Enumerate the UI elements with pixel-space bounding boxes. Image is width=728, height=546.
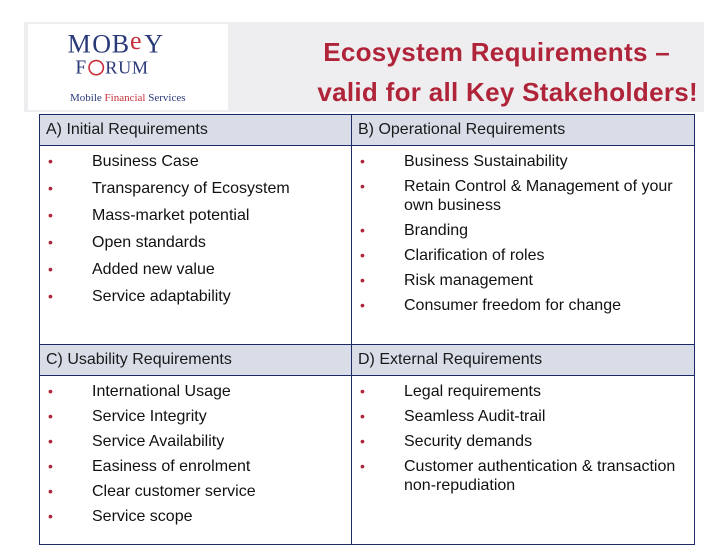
list-item xyxy=(48,179,347,198)
svg-text:F: F xyxy=(75,57,87,79)
bullet-icon: • xyxy=(360,458,365,474)
list-item-text: Service adaptability xyxy=(92,288,231,305)
list-item xyxy=(48,287,347,306)
svg-text:M: M xyxy=(67,29,92,59)
bullet-icon: • xyxy=(48,153,53,169)
section-b-body xyxy=(352,146,695,345)
bullet-icon: • xyxy=(48,483,53,499)
list-item xyxy=(360,296,690,315)
list-item-text: Service scope xyxy=(92,508,193,525)
list-item xyxy=(360,246,690,265)
list-item-text: Business Case xyxy=(92,153,199,170)
requirements-grid xyxy=(39,114,695,545)
bullet-icon: • xyxy=(360,153,365,169)
list-item xyxy=(48,152,347,171)
bullet-list xyxy=(352,376,694,495)
list-item-text: International Usage xyxy=(92,383,231,400)
list-item xyxy=(48,432,347,451)
list-item-text: Open standards xyxy=(92,234,206,251)
list-item xyxy=(360,271,690,290)
bullet-icon: • xyxy=(48,433,53,449)
section-a-body xyxy=(40,146,352,345)
bullet-icon: • xyxy=(48,180,53,196)
bullet-icon: • xyxy=(48,458,53,474)
list-item-text: Business Sustainability xyxy=(404,153,568,170)
list-item xyxy=(48,260,347,279)
list-item-text: Branding xyxy=(404,222,469,239)
bullet-icon: • xyxy=(48,508,53,524)
list-item xyxy=(48,482,347,501)
bullet-icon: • xyxy=(48,383,53,399)
list-item xyxy=(360,432,690,451)
bullet-icon: • xyxy=(48,207,53,223)
bullet-icon: • xyxy=(360,408,365,424)
title-line-2: valid for all Key Stakeholders! xyxy=(317,77,698,107)
bullet-icon: • xyxy=(360,247,365,263)
bullet-icon: • xyxy=(48,234,53,250)
bullet-icon: • xyxy=(360,222,365,238)
list-item-text: Risk management xyxy=(404,272,533,289)
svg-text:RUM: RUM xyxy=(105,57,149,78)
list-item xyxy=(360,177,690,215)
mobey-forum-wordmark xyxy=(32,28,228,80)
bullet-icon: • xyxy=(48,288,53,304)
logo-tagline: Mobile Financial Services xyxy=(70,92,186,104)
bullet-list xyxy=(40,376,351,526)
list-item xyxy=(48,507,347,526)
list-item-text: Transparency of Ecosystem xyxy=(92,180,290,197)
list-item-text: Clarification of roles xyxy=(404,247,545,264)
list-item-text: Easiness of enrolment xyxy=(92,458,251,475)
bullet-icon: • xyxy=(360,178,365,194)
list-item xyxy=(360,152,690,171)
svg-text:e: e xyxy=(130,28,142,55)
list-item-text: Legal requirements xyxy=(404,383,541,400)
section-c-heading: C) Usability Requirements xyxy=(40,345,352,376)
list-item-text: Retain Control & Management of your own business xyxy=(404,178,673,214)
list-item-text: Consumer freedom for change xyxy=(404,297,621,314)
bullet-icon: • xyxy=(360,272,365,288)
bullet-list xyxy=(352,146,694,315)
section-c-body xyxy=(40,376,352,545)
section-a-heading: A) Initial Requirements xyxy=(40,115,352,146)
list-item xyxy=(360,382,690,401)
list-item-text: Clear customer service xyxy=(92,483,256,500)
mobey-forum-logo xyxy=(28,24,228,110)
list-item-text: Added new value xyxy=(92,261,215,278)
bullet-list xyxy=(40,146,351,306)
bullet-icon: • xyxy=(360,433,365,449)
list-item xyxy=(360,457,690,495)
bullet-icon: • xyxy=(48,261,53,277)
svg-text:B: B xyxy=(111,29,130,59)
bullet-icon: • xyxy=(360,297,365,313)
list-item xyxy=(360,221,690,240)
list-item xyxy=(48,457,347,476)
svg-text:O: O xyxy=(92,29,112,59)
list-item xyxy=(48,407,347,426)
list-item-text: Service Availability xyxy=(92,433,225,450)
section-d-heading: D) External Requirements xyxy=(352,345,695,376)
list-item xyxy=(48,206,347,225)
list-item-text: Customer authentication & transaction non-repudiation xyxy=(404,458,676,494)
list-item-text: Seamless Audit-trail xyxy=(404,408,546,425)
list-item-text: Security demands xyxy=(404,433,533,450)
slide-title xyxy=(228,32,698,112)
section-d-body xyxy=(352,376,695,545)
section-b-heading: B) Operational Requirements xyxy=(352,115,695,146)
svg-text:Y: Y xyxy=(144,29,164,59)
title-line-1: Ecosystem Requirements – xyxy=(323,37,670,67)
bullet-icon: • xyxy=(48,408,53,424)
list-item-text: Service Integrity xyxy=(92,408,207,425)
bullet-icon: • xyxy=(360,383,365,399)
list-item xyxy=(360,407,690,426)
list-item xyxy=(48,233,347,252)
list-item xyxy=(48,382,347,401)
list-item-text: Mass-market potential xyxy=(92,207,250,224)
